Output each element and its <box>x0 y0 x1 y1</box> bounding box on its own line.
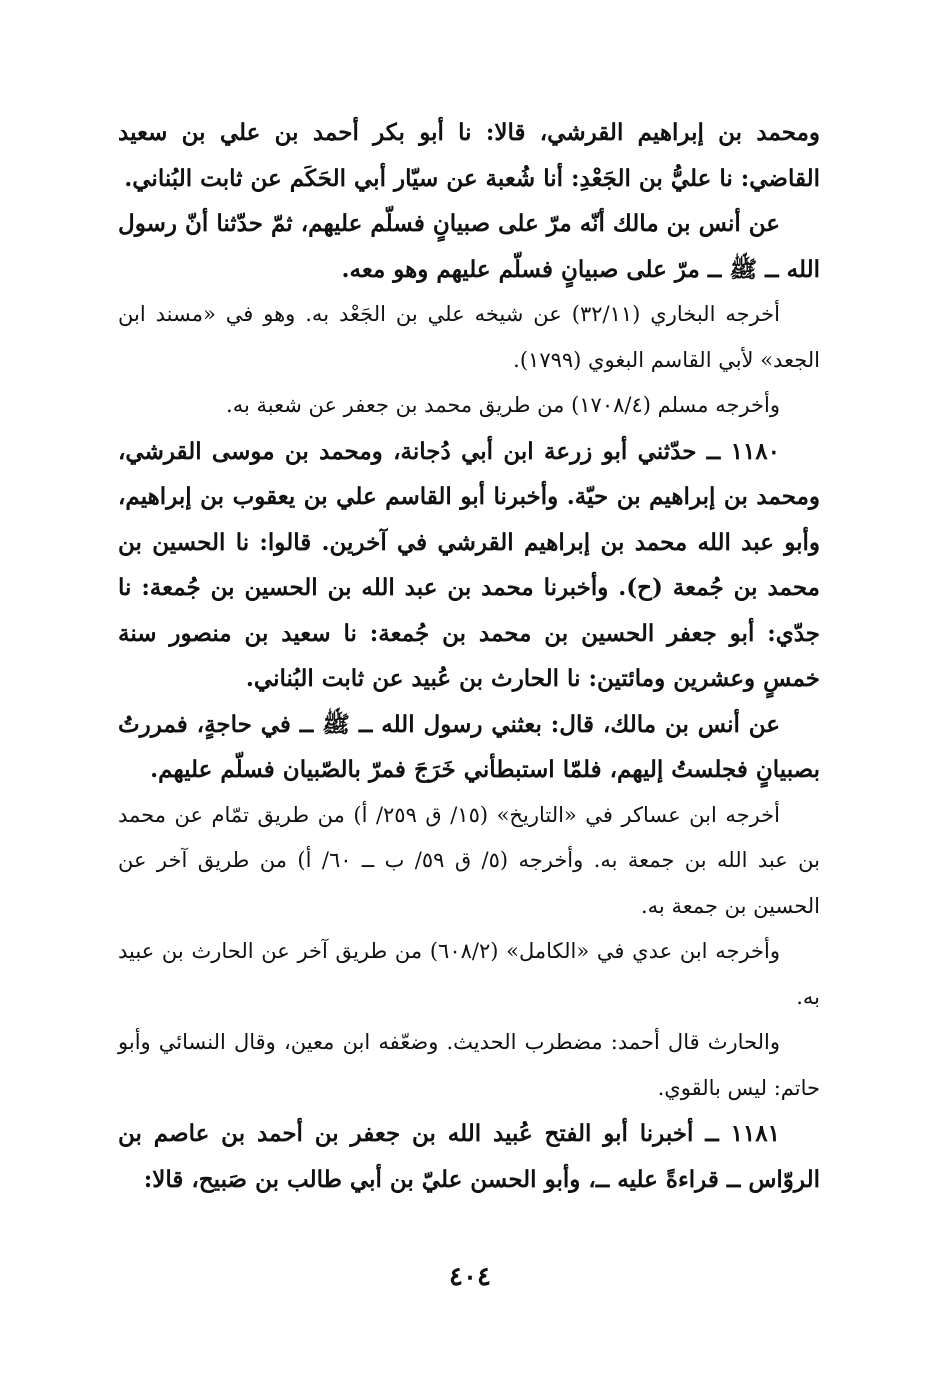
paragraph-hadith-text: عن أنس بن مالك أنّه مرّ على صبيانٍ فسلّم عليهم، ثمّ حدّثنا أنّ رسول الله ــ ﷺ ــ مرّ على صبيانٍ فسلّم عليهم وهو معه. <box>118 210 820 283</box>
page-number: ٤٠٤ <box>449 1262 491 1292</box>
page-body <box>118 110 820 1202</box>
paragraph-takhrij-ibn-adi: وأخرجه ابن عدي في «الكامل» (٦٠٨/٢) من طريق آخر عن الحارث بن عبيد به. <box>118 939 820 1009</box>
paragraph-takhrij-bukhari: أخرجه البخاري (٣٢/١١) عن شيخه علي بن الجَعْد به. وهو في «مسند ابن الجعد» لأبي القاسم البغوي (١٧٩٩). <box>118 302 820 372</box>
paragraph-isnad-continuation: ومحمد بن إبراهيم القرشي، قالا: نا أبو بكر أحمد بن علي بن سعيد القاضي: نا عليُّ بن الجَعْدِ: أنا شُعبة عن سيّار أبي الحَكَم عن ثابت البُناني. <box>118 119 820 192</box>
paragraph-hadith-1180-text: عن أنس بن مالك، قال: بعثني رسول الله ــ ﷺ ــ في حاجةٍ، فمررتُ بصبيانٍ فجلستُ إليهم، فلمّا استبطأني خَرَجَ فمرّ بالصّبيان فسلّم عليهم. <box>118 710 820 783</box>
paragraph-hadith-1180-isnad: ١١٨٠ ــ حدّثني أبو زرعة ابن أبي دُجانة، ومحمد بن موسى القرشي، ومحمد بن إبراهيم بن حيّة. وأخبرنا أبو القاسم علي بن يعقوب بن إبراهيم، وأبو عبد الله محمد بن إبراهيم القرشي في آخرين. قالوا: نا الحسين بن محمد بن جُمعة (ح). وأخبرنا محمد بن عبد الله بن الحسين بن جُمعة: نا جدّي: أبو جعفر الحسين بن محمد بن جُمعة: نا سعيد بن منصور سنة خمسٍ وعشرين ومائتين: نا الحارث بن عُبيد عن ثابت البُناني. <box>118 437 820 692</box>
paragraph-takhrij-ibn-asakir: أخرجه ابن عساكر في «التاريخ» (١٥/ ق ٢٥٩/ أ) من طريق تمّام عن محمد بن عبد الله بن جمعة به. وأخرجه (٥/ ق ٥٩/ ب ــ ٦٠/ أ) من طريق آخر عن الحسين بن جمعة به. <box>118 802 820 918</box>
paragraph-takhrij-muslim: وأخرجه مسلم (١٧٠٨/٤) من طريق محمد بن جعفر عن شعبة به. <box>226 393 780 417</box>
paragraph-narrator-assessment: والحارث قال أحمد: مضطرب الحديث. وضعّفه ابن معين، وقال النسائي وأبو حاتم: ليس بالقوي. <box>118 1030 820 1100</box>
paragraph-hadith-1181-isnad: ١١٨١ ــ أخبرنا أبو الفتح عُبيد الله بن جعفر بن أحمد بن عاصم بن الروّاس ــ قراءةً عليه ــ، وأبو الحسن عليّ بن أبي طالب بن صَبيح، قالا: <box>118 1120 820 1193</box>
